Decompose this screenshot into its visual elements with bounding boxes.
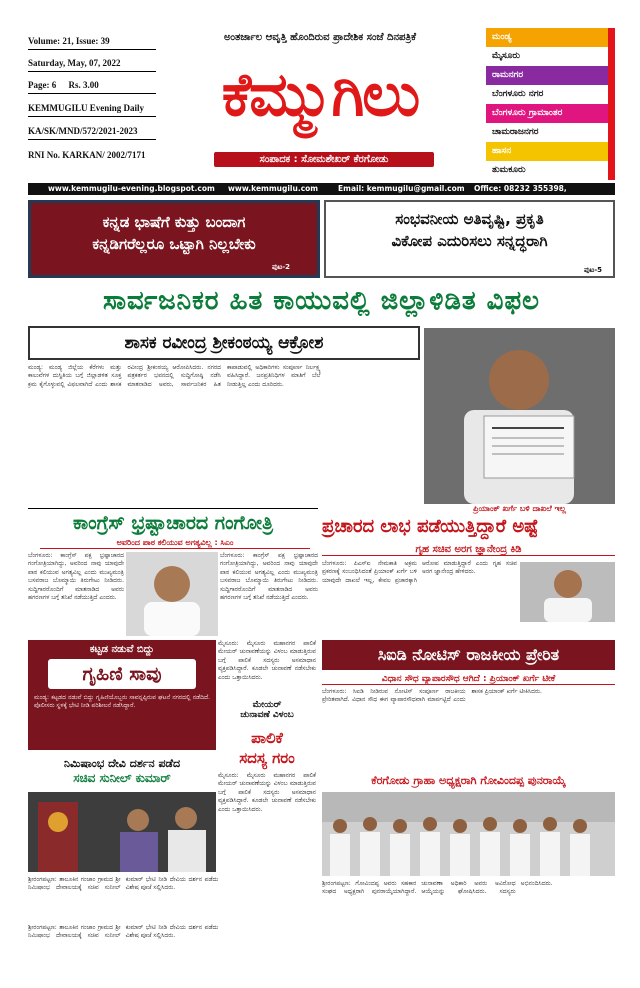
bank-body: ಶ್ರೀರಂಗಪಟ್ಟಣ: ಗೋವಿಂದಪ್ಪ ಅವರು ಸಹಕಾರ ಸಂಘದ ಅಧ್ಯಕ್ಷರಾಗಿ ಪುನರಾಯ್ಕೆಯಾಗಿದ್ದಾರೆ. ಚುನಾವಣಾ ಅಧಿಕಾರಿ ಅವರು ಅವಿರೋಧ ಆಯ್ಕೆಯನ್ನು ಘೋಷಿಸಿದರು. ಸದಸ್ಯರು ಅಭಿನಂದಿಸಿದರು. — [322, 880, 553, 896]
teaser-rain-page-ref: ಪುಟ-5 — [584, 266, 603, 274]
teaser-rain[interactable] — [324, 200, 615, 278]
edition-item[interactable]: ಹಾಸನ — [486, 142, 608, 161]
congress-headline: ಕಾಂಗ್ರೆಸ್ ಭ್ರಷ್ಟಾಚಾರದ ಗಂಗೋತ್ರಿ — [72, 512, 273, 534]
bank-headline: ಕೆರಗೋಡು ಗ್ರಾಹಾ ಅಧ್ಯಕ್ಷರಾಗಿ ಗೋವಿಂದಪ್ಪ ಪುನರಾಯ್ಕೆ — [371, 774, 566, 787]
masthead-tagline: ಅಂತರ್ಜಾಲ ಆವೃತ್ತಿ ಹೊಂದಿರುವ ಪ್ರಾದೇಶಿಕ ಸಂಜೆ ದಿನಪತ್ರಿಕೆ — [223, 32, 417, 43]
minister-headline: ಪ್ರಚಾರದ ಲಾಭ ಪಡೆಯುತ್ತಿದ್ದಾರೆ ಅಷ್ಟೆ — [322, 516, 539, 537]
masthead-meta — [0, 0, 160, 170]
temple-headline-2: ಸಚಿವ ಸುನೀಲ್ ಕುಮಾರ್ — [73, 771, 171, 785]
website-url[interactable]: www.kemmugilu.com — [228, 184, 319, 193]
registration-number: KA/SK/MND/572/2021-2023 — [28, 126, 156, 140]
edition-item[interactable]: ಬೆಂಗಳೂರು ನಗರ — [486, 85, 608, 104]
issue-date: Saturday, May, 07, 2022 — [28, 58, 156, 72]
lead-headline: ಸಾರ್ವಜನಿಕರ ಹಿತ ಕಾಯುವಲ್ಲಿ ಜಿಲ್ಲಾಳಿಡಿತ ವಿಫಲ — [103, 286, 540, 316]
congress-subhead: ಅವರಿಂದ ಪಾಠ ಕಲಿಯುವ ಅಗತ್ಯವಿಲ್ಲ : ಸಿಎಂ — [40, 538, 310, 549]
housewife-headline: ಗೃಹಿಣಿ ಸಾವು — [48, 659, 196, 689]
temple-body-2: ಶ್ರೀರಂಗಪಟ್ಟಣ: ತಾಲೂಕಿನ ಗಂಜಾಂ ಗ್ರಾಮದ ಶ್ರೀ ನಿಮಿಷಾಂಭ ದೇವಾಲಯಕ್ಕೆ ಸಚಿವ ಸುನೀಲ್ ಕುಮಾರ್ ಭೇಟಿ ನೀಡಿ ದೇವಿಯ ದರ್ಶನ ಪಡೆದು ವಿಶೇಷ ಪೂಜೆ ಸಲ್ಲಿಸಿದರು. — [28, 924, 219, 940]
edition-item[interactable]: ತುಮಕೂರು — [486, 161, 608, 180]
cid-headline: ಸಿಐಡಿ ನೋಟಿಸ್ ರಾಜಕೀಯ ಪ್ರೇರಿತ — [322, 640, 615, 670]
editor-credit: ಸಂಪಾದಕ : ಸೋಮಶೇಖರ್ ಕೆರಗೋಡು — [214, 152, 434, 167]
teaser-rain-line2: ವಿಕೋಪ ಎದುರಿಸಲು ಸನ್ನದ್ಧರಾಗಿ — [391, 232, 548, 250]
edition-item[interactable]: ಮೈಸೂರು — [486, 47, 608, 66]
cid-body: ಬೆಂಗಳೂರು: ಸಿಐಡಿ ನೀಡಿರುವ ನೋಟಿಸ್ ಸಂಪೂರ್ಣ ರಾಜಕೀಯ ಪ್ರೇರಿತವಾಗಿದೆ. ವಿಧಾನ ಸೌಧ ಈಗ ವ್ಯಾಪಾರಸೌಧವಾಗಿ ಮಾರ್ಪಟ್ಟಿದೆ ಎಂದು ಶಾಸಕ ಪ್ರಿಯಾಂಕ್ ಖರ್ಗೆ ಟೀಕಿಸಿದರು. — [322, 688, 542, 704]
contact-band — [28, 183, 615, 195]
temple-body: ಶ್ರೀರಂಗಪಟ್ಟಣ: ತಾಲೂಕಿನ ಗಂಜಾಂ ಗ್ರಾಮದ ಶ್ರೀ ನಿಮಿಷಾಂಭ ದೇವಾಲಯಕ್ಕೆ ಸಚಿವ ಸುನೀಲ್ ಕುಮಾರ್ ಭೇಟಿ ನೀಡಿ ದೇವಿಯ ದರ್ಶನ ಪಡೆದು ವಿಶೇಷ ಪೂಜೆ ಸಲ್ಲಿಸಿದರು. — [28, 876, 219, 892]
temple-visit-icon — [28, 792, 216, 872]
temple-headline-1: ನಿಮಿಷಾಂಭ ದೇವಿ ದರ್ಶನ ಪಡೆದ — [63, 757, 181, 770]
mayor-headline-1: ಪಾಲಿಕೆ — [251, 729, 283, 747]
price: Rs. 3.00 — [68, 80, 99, 90]
edition-list-stripe — [608, 28, 615, 180]
mayor-body-top: ಮೈಸೂರು: ಮೈಸೂರು ಮಹಾನಗರ ಪಾಲಿಕೆ ಮೇಯರ್ ಚುನಾವಣೆಯನ್ನು ವಿಳಂಬ ಮಾಡುತ್ತಿರುವ ಬಗ್ಗೆ ಪಾಲಿಕೆ ಸದಸ್ಯರು ಅಸಮಾಧಾನ ವ್ಯಕ್ತಪಡಿಸಿದ್ದಾರೆ. ಕೂಡಲೇ ಚುನಾವಣೆ ನಡೆಸಬೇಕು ಎಂದು ಒತ್ತಾಯಿಸಿದರು. — [218, 640, 316, 681]
blog-url[interactable]: www.kemmugilu-evening.blogspot.com — [48, 184, 215, 193]
cm-photo — [126, 552, 218, 636]
minister-body: ಬೆಂಗಳೂರು: ಪಿಎಸ್‌ಐ ನೇಮಕಾತಿ ಅಕ್ರಮ ಪ್ರಕರಣಕ್ಕೆ ಸಂಬಂಧಿಸಿದಂತೆ ಪ್ರಿಯಾಂಕ್ ಖರ್ಗೆ ಬಳಿ ಯಾವುದೇ ದಾಖಲೆ ಇಲ್ಲ, ಕೇವಲ ಪ್ರಚಾರಕ್ಕಾಗಿ ಆರೋಪ ಮಾಡುತ್ತಿದ್ದಾರೆ ಎಂದು ಗೃಹ ಸಚಿವ ಅರಗ ಜ್ಞಾನೇಂದ್ರ ಹೇಳಿದರು. — [322, 560, 517, 584]
divider — [28, 508, 318, 509]
minister-photo — [520, 562, 615, 622]
mayor-headline — [218, 728, 316, 768]
paper-name: KEMMUGILU Evening Daily — [28, 103, 156, 117]
cm-portrait-icon — [126, 552, 218, 636]
edition-item[interactable]: ಮಂಡ್ಯ — [486, 28, 608, 47]
housewife-box[interactable] — [28, 640, 216, 750]
lead-subhead: ಶಾಸಕ ರವೀಂದ್ರ ಶ್ರೀಕಂಠಯ್ಯ ಆಕ್ರೋಶ — [28, 326, 420, 360]
edition-list — [486, 28, 608, 180]
housewife-kicker: ಕಟ್ಟಡ ನಡುವೆ ಬಿದ್ದು — [89, 644, 155, 655]
volume-issue: Volume: 21, Issue: 39 — [28, 36, 156, 50]
lead-body: ಮಂಡ್ಯ: ಮಂಡ್ಯ ಜಿಲ್ಲೆಯ ಕೆರೆಗಳು ಮತ್ತು ಕಾಲುವೆಗಳ ದುಸ್ಥಿತಿಯ ಬಗ್ಗೆ ಜಿಲ್ಲಾಡಳಿತ ಸೂಕ್ತ ಕ್ರಮ ಕೈಗೊಳ್ಳುವಲ್ಲಿ ವಿಫಲವಾಗಿದೆ ಎಂದು ಶಾಸಕ ರವೀಂದ್ರ ಶ್ರೀಕಂಠಯ್ಯ ಆರೋಪಿಸಿದರು. ನಗರದ ಪತ್ರಕರ್ತರ ಭವನದಲ್ಲಿ ಸುದ್ದಿಗೋಷ್ಠಿ ನಡೆಸಿ ಮಾತನಾಡಿದ ಅವರು, ಸಾರ್ವಜನಿಕರ ಹಿತ ಕಾಪಾಡುವಲ್ಲಿ ಅಧಿಕಾರಿಗಳು ಸಂಪೂರ್ಣ ನಿರ್ಲಕ್ಷ್ಯ ವಹಿಸಿದ್ದಾರೆ. ಜನಪ್ರತಿನಿಧಿಗಳ ಮಾತಿಗೆ ಬೆಲೆ ನೀಡುತ್ತಿಲ್ಲ ಎಂದು ದೂರಿದರು. — [28, 364, 321, 388]
group-photo-icon — [322, 792, 615, 876]
mayor-kicker-1: ಮೇಯರ್ — [252, 700, 282, 710]
mayor-kicker-2: ಚುನಾವಣೆ ವಿಳಂಬ — [240, 710, 294, 720]
teaser-kannada-line2: ಕನ್ನಡಿಗರೆಲ್ಲರೂ ಒಟ್ಟಾಗಿ ನಿಲ್ಲಬೇಕು — [92, 235, 256, 253]
office-phone: Office: 08232 355398, — [474, 184, 567, 193]
masthead-title: ಕೆಮ್ಮುಗಿಲು — [221, 60, 419, 130]
photo-caption: ಪ್ರಿಯಾಂಕ್ ಖರ್ಗೆ ಬಳಿ ದಾಖಲೆ ಇಲ್ಲ — [473, 504, 566, 513]
mayor-body: ಮೈಸೂರು: ಮೈಸೂರು ಮಹಾನಗರ ಪಾಲಿಕೆ ಮೇಯರ್ ಚುನಾವಣೆಯನ್ನು ವಿಳಂಬ ಮಾಡುತ್ತಿರುವ ಬಗ್ಗೆ ಪಾಲಿಕೆ ಸದಸ್ಯರು ಅಸಮಾಧಾನ ವ್ಯಕ್ತಪಡಿಸಿದ್ದಾರೆ. ಕೂಡಲೇ ಚುನಾವಣೆ ನಡೆಸಬೇಕು ಎಂದು ಒತ್ತಾಯಿಸಿದರು. — [218, 772, 316, 813]
teaser-rain-line1: ಸಂಭವನೀಯ ಅತಿವೃಷ್ಟಿ, ಪ್ರಕೃತಿ — [395, 210, 544, 228]
temple-headline — [28, 756, 216, 786]
edition-item[interactable]: ರಾಮನಗರ — [486, 66, 608, 85]
email-address[interactable]: Email: kemmugilu@gmail.com — [338, 184, 465, 193]
page-price — [28, 80, 156, 94]
mayor-headline-2: ಸದಸ್ಯ ಗರಂ — [239, 749, 295, 767]
minister-subhead: ಗೃಹ ಸಚಿವ ಅರಗ ಜ್ಞಾನೇಂದ್ರ ಕಿಡಿ — [322, 544, 615, 556]
lead-photo — [424, 328, 615, 504]
page-number: Page: 6 — [28, 80, 57, 90]
temple-photo — [28, 792, 216, 872]
minister-portrait-icon — [520, 562, 615, 622]
cid-subhead: ವಿಧಾನ ಸೌಧ ವ್ಯಾಪಾರಸೌಧ ಆಗಿದೆ : ಪ್ರಿಯಾಂಕ್ ಖರ್ಗೆ ಟೀಕೆ — [322, 674, 615, 685]
mayor-kicker — [218, 700, 316, 720]
teaser-kannada-line1: ಕನ್ನಡ ಭಾಷೆಗೆ ಕುತ್ತು ಬಂದಾಗ — [102, 213, 246, 231]
congress-body-2: ಬೆಂಗಳೂರು: ಕಾಂಗ್ರೆಸ್ ಪಕ್ಷ ಭ್ರಷ್ಟಾಚಾರದ ಗಂಗೋತ್ರಿಯಾಗಿದ್ದು, ಅವರಿಂದ ನಾವು ಯಾವುದೇ ಪಾಠ ಕಲಿಯುವ ಅಗತ್ಯವಿಲ್ಲ ಎಂದು ಮುಖ್ಯಮಂತ್ರಿ ಬಸವರಾಜ ಬೊಮ್ಮಾಯಿ ತಿರುಗೇಟು ನೀಡಿದರು. ಸುದ್ದಿಗಾರರೊಂದಿಗೆ ಮಾತನಾಡಿದ ಅವರು ಹಗರಣಗಳ ಬಗ್ಗೆ ತನಿಖೆ ನಡೆಯುತ್ತಿದೆ ಎಂದರು. — [220, 552, 318, 602]
teaser-kannada-page-ref: ಪುಟ-2 — [272, 263, 291, 271]
legislator-photo-icon — [424, 328, 615, 504]
edition-item[interactable]: ಬೆಂಗಳೂರು ಗ್ರಾಮಾಂತರ — [486, 104, 608, 123]
housewife-body: ಮಂಡ್ಯ: ಕಟ್ಟಡದ ನಡುವೆ ಬಿದ್ದು ಗೃಹಿಣಿಯೊಬ್ಬರು ಸಾವನ್ನಪ್ಪಿರುವ ಘಟನೆ ನಗರದಲ್ಲಿ ನಡೆದಿದೆ. ಪೊಲೀಸರು ಸ್ಥಳಕ್ಕೆ ಭೇಟಿ ನೀಡಿ ಪರಿಶೀಲನೆ ನಡೆಸಿದ್ದಾರೆ. — [34, 694, 210, 710]
bank-group-photo — [322, 792, 615, 876]
rni-number: RNI No. KARKAN/ 2002/7171 — [28, 150, 146, 160]
congress-body: ಬೆಂಗಳೂರು: ಕಾಂಗ್ರೆಸ್ ಪಕ್ಷ ಭ್ರಷ್ಟಾಚಾರದ ಗಂಗೋತ್ರಿಯಾಗಿದ್ದು, ಅವರಿಂದ ನಾವು ಯಾವುದೇ ಪಾಠ ಕಲಿಯುವ ಅಗತ್ಯವಿಲ್ಲ ಎಂದು ಮುಖ್ಯಮಂತ್ರಿ ಬಸವರಾಜ ಬೊಮ್ಮಾಯಿ ತಿರುಗೇಟು ನೀಡಿದರು. ಸುದ್ದಿಗಾರರೊಂದಿಗೆ ಮಾತನಾಡಿದ ಅವರು ಹಗರಣಗಳ ಬಗ್ಗೆ ತನಿಖೆ ನಡೆಯುತ್ತಿದೆ ಎಂದರು. — [28, 552, 124, 602]
edition-item[interactable]: ಚಾಮರಾಜನಗರ — [486, 123, 608, 142]
